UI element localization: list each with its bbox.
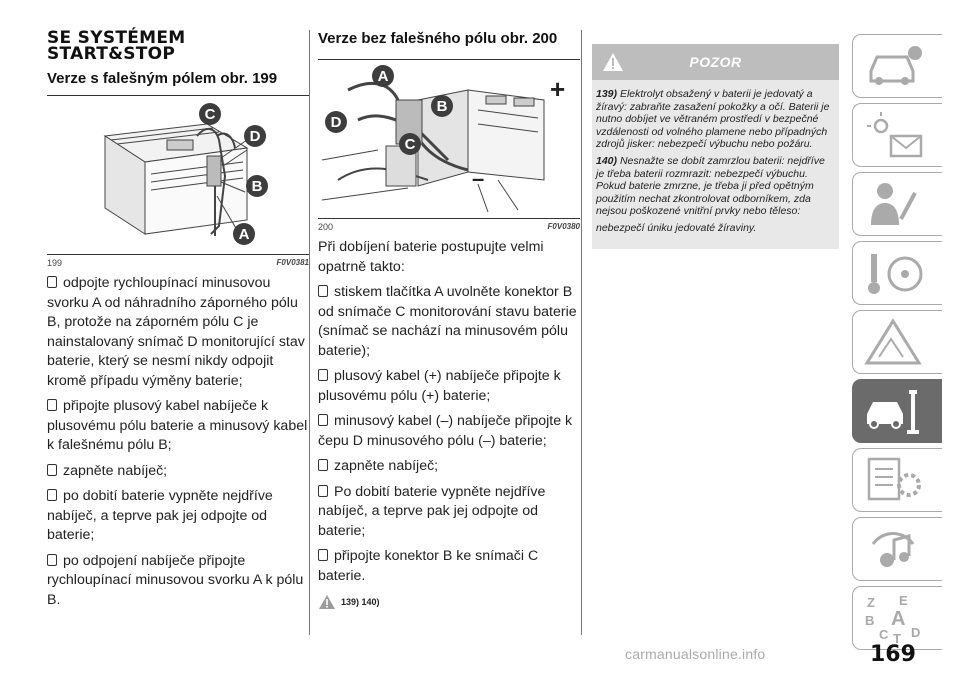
list-item-text: stiskem tlačítka A uvolněte konektor B od snímače C monitorování stavu baterie (snímač se nachází na minusovém pólu baterie); bbox=[318, 284, 577, 359]
list-item bbox=[318, 547, 580, 586]
battery-false-pole-illustration bbox=[47, 96, 309, 254]
warning-entry-text: nebezpečí úniku jedovaté žíraviny. bbox=[596, 221, 757, 234]
warning-entry-text: Nesnažte se dobít zamrzlou baterii: nejdříve je třeba baterii rozmrazit: nebezpečí výbuchu. Pokud baterie zmrzne, je třeba ji před opětným použitím nechat zkontrolovat odborníkem, zda nejsou poškozené vnitřní prvky nebo těleso: bbox=[596, 154, 825, 218]
warning-entry-number: 139) bbox=[596, 88, 618, 100]
page-number: 169 bbox=[870, 642, 916, 667]
warning-entry bbox=[596, 222, 835, 235]
car-service-icon bbox=[863, 386, 927, 436]
warning-header bbox=[592, 44, 839, 80]
column-divider-2 bbox=[581, 30, 582, 635]
checkbox-bullet-icon bbox=[47, 489, 57, 501]
plus-symbol: + bbox=[550, 74, 566, 104]
car-info-icon bbox=[863, 41, 927, 91]
list-item-text: připojte plusový kabel nabíječe k plusovému pólu baterie a minusový kabel k falešnému pólu B; bbox=[47, 398, 308, 453]
index-letter: D bbox=[911, 625, 921, 640]
fig199-label-d: D bbox=[249, 128, 261, 145]
list-item-text: zapněte nabíječ; bbox=[63, 462, 168, 479]
list-item-text: po dobití baterie vypněte nejdříve nabíječ, a teprve pak jej odpojte od baterie; bbox=[47, 488, 273, 543]
list-item-text: Po dobití baterie vypněte nejdříve nabíječ, a teprve pak jej odpojte od baterie; bbox=[318, 483, 546, 539]
warning-references-text: 139) 140) bbox=[341, 597, 380, 607]
watermark: carmanualsonline.info bbox=[625, 646, 766, 662]
minus-symbol: – bbox=[472, 166, 485, 191]
figure-code: F0V0381 bbox=[276, 258, 309, 267]
tab-warning-road[interactable] bbox=[852, 310, 942, 374]
checkbox-bullet-icon bbox=[318, 285, 328, 297]
warning-entry-text: Elektrolyt obsažený v baterii je jedovatý a žíravý: zabraňte zasažení pokožky a očí. Baterii je nutno dobíjet ve větraném prostředí v bezpečné vzdálenosti od volného plamene nebo případných zdrojů jisker: nebezpečí výbuchu nebo požáru. bbox=[596, 88, 830, 151]
list-item-text: zapněte nabíječ; bbox=[334, 458, 439, 474]
index-letters-icon bbox=[863, 593, 927, 643]
figure-number: 199 bbox=[47, 258, 63, 268]
checkbox-bullet-icon bbox=[318, 369, 328, 381]
checkbox-bullet-icon bbox=[47, 464, 57, 476]
intro-text: Při dobíjení baterie postupujte velmi opatrně takto: bbox=[318, 239, 544, 275]
column-1 bbox=[47, 30, 309, 610]
list-item-text: plusový kabel (+) nabíječe připojte k plusovému pólu (+) baterie; bbox=[318, 368, 561, 404]
index-letter: C bbox=[879, 627, 889, 642]
tab-car-service[interactable] bbox=[852, 379, 942, 443]
list-item bbox=[47, 552, 309, 611]
column-3 bbox=[592, 30, 839, 249]
battery-no-false-pole-illustration bbox=[318, 60, 580, 218]
index-letter: B bbox=[865, 613, 875, 628]
chapter-tabs bbox=[852, 34, 942, 655]
list-item-text: odpojte rychloupínací minusovou svorku A od náhradního záporného pólu B, protože na záporném pólu C je nainstalovaný snímač D monitorující stav baterie, který se nesmí nikdy odpojit kromě případu výměny baterie; bbox=[47, 275, 305, 389]
list-item bbox=[318, 457, 580, 477]
dashboard-lights-icon bbox=[863, 110, 927, 160]
technical-data-icon bbox=[863, 455, 927, 505]
fig200-label-b: B bbox=[436, 98, 448, 115]
tab-multimedia[interactable] bbox=[852, 517, 942, 581]
warning-road-icon bbox=[863, 317, 927, 367]
checkbox-bullet-icon bbox=[318, 459, 328, 471]
list-item bbox=[318, 283, 580, 361]
steering-key-icon bbox=[863, 248, 927, 298]
list-item-text: připojte konektor B ke snímači C baterie. bbox=[318, 548, 539, 584]
warning-references[interactable] bbox=[318, 594, 580, 610]
section-title-line2: START&STOP bbox=[47, 44, 176, 64]
fig199-label-c: C bbox=[204, 106, 216, 123]
warning-entry bbox=[596, 88, 835, 151]
warning-entry-number: 140) bbox=[596, 154, 618, 167]
fig199-label-a: A bbox=[238, 226, 250, 243]
figure-code: F0V0380 bbox=[547, 222, 580, 231]
figure-200-caption bbox=[318, 219, 580, 232]
checkbox-bullet-icon bbox=[47, 276, 57, 288]
warning-box bbox=[592, 44, 839, 249]
warning-triangle-icon bbox=[602, 52, 624, 72]
checkbox-bullet-icon bbox=[318, 549, 328, 561]
fig199-label-b: B bbox=[251, 178, 263, 195]
figure-199 bbox=[47, 95, 309, 255]
list-item bbox=[47, 397, 309, 456]
multimedia-icon bbox=[863, 524, 927, 574]
tab-safety[interactable] bbox=[852, 172, 942, 236]
column-2 bbox=[318, 30, 580, 610]
checkbox-bullet-icon bbox=[318, 485, 328, 497]
checkbox-bullet-icon bbox=[47, 554, 57, 566]
tab-technical-data[interactable] bbox=[852, 448, 942, 512]
figure-200 bbox=[318, 59, 580, 219]
checkbox-bullet-icon bbox=[47, 399, 57, 411]
safety-airbag-icon bbox=[863, 179, 927, 229]
figure-199-caption bbox=[47, 255, 309, 268]
warning-title: POZOR bbox=[689, 54, 742, 70]
index-letter: Z bbox=[867, 595, 875, 610]
list-item-text: po odpojení nabíječe připojte rychloupínací minusovou svorku A k pólu B. bbox=[47, 552, 304, 608]
list-item bbox=[318, 483, 580, 542]
tab-dashboard-lights[interactable] bbox=[852, 103, 942, 167]
warning-triangle-icon bbox=[318, 594, 336, 610]
list-item bbox=[47, 462, 309, 482]
checkbox-bullet-icon bbox=[318, 414, 328, 426]
col2-heading: Verze bez falešného pólu obr. 200 bbox=[318, 30, 558, 47]
tab-index[interactable] bbox=[852, 586, 942, 650]
figure-number: 200 bbox=[318, 222, 334, 232]
list-item-text: minusový kabel (–) nabíječe připojte k čepu D minusového pólu (–) baterie; bbox=[318, 413, 573, 449]
warning-body bbox=[592, 80, 839, 249]
fig200-label-c: C bbox=[404, 136, 416, 153]
index-letter: T bbox=[893, 631, 901, 643]
index-letter: A bbox=[891, 608, 906, 630]
list-item bbox=[47, 487, 309, 546]
list-item bbox=[318, 412, 580, 451]
section-title-line1: SE SYSTÉMEM bbox=[47, 28, 186, 48]
tab-car-info[interactable] bbox=[852, 34, 942, 98]
tab-steering[interactable] bbox=[852, 241, 942, 305]
section-title bbox=[47, 30, 309, 62]
index-letter: E bbox=[899, 593, 908, 608]
fig200-label-d: D bbox=[330, 114, 342, 131]
list-item bbox=[318, 367, 580, 406]
warning-entry bbox=[596, 155, 835, 218]
fig200-label-a: A bbox=[377, 68, 389, 85]
column-divider-1 bbox=[309, 30, 310, 635]
list-item bbox=[47, 274, 309, 391]
col1-heading: Verze s falešným pólem obr. 199 bbox=[47, 70, 278, 87]
